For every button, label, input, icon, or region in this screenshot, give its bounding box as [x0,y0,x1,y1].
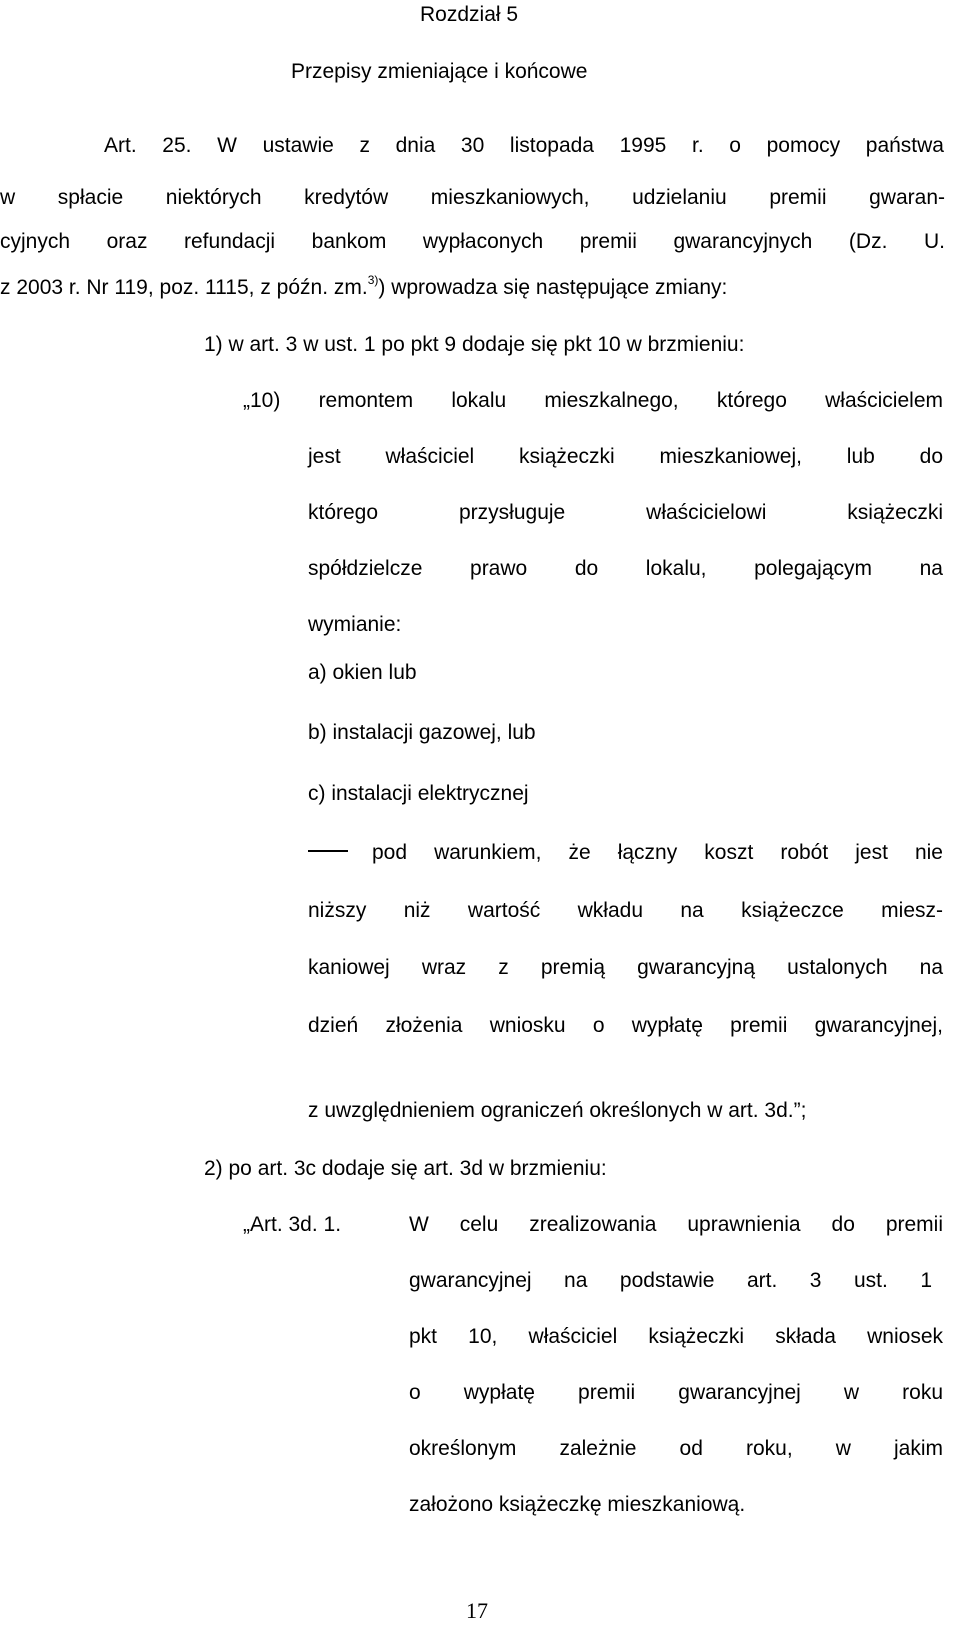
article-3d-line: pkt 10, właściciel książeczki składa wniosek [409,1325,943,1348]
article-3d-line: założono książeczkę mieszkaniową. [409,1493,746,1516]
point-1-intro: 1) w art. 3 w ust. 1 po pkt 9 dodaje się pkt 10 w brzmieniu: [204,333,745,356]
condition-line: niższy niż wartość wkładu na książeczce miesz- [308,899,943,922]
condition-text: pod warunkiem, że łączny koszt robót jest nie [372,841,943,864]
item-10-closing: z uwzględnieniem ograniczeń określonych w art. 3d.”; [308,1099,807,1122]
article-25-text: ) wprowadza się następujące zmiany: [378,276,728,299]
article-3d-line: gwarancyjnej na podstawie art. 3 ust. 1 [409,1269,932,1292]
condition-line: dzień złożenia wniosku o wypłatę premii gwarancyjnej, [308,1014,943,1037]
article-25-line: Art. 25. W ustawie z dnia 30 listopada 1995 r. o pomocy państwa [104,134,944,157]
sub-item-a: a) okien lub [308,661,417,684]
article-3d-line: W celu zrealizowania uprawnienia do premii [409,1213,943,1236]
item-10-line: jest właściciel książeczki mieszkaniowej, lub do [308,445,943,468]
dash-mark [308,850,348,852]
chapter-subheading: Przepisy zmieniające i końcowe [291,60,588,83]
condition-line: kaniowej wraz z premią gwarancyjną ustalonych na [308,956,943,979]
article-3d-line: określonym zależnie od roku, w jakim [409,1437,943,1460]
point-2-intro: 2) po art. 3c dodaje się art. 3d w brzmieniu: [204,1157,607,1180]
footnote-reference: 3) [367,273,379,287]
article-3d-label: „Art. 3d. 1. [243,1213,342,1236]
sub-item-b: b) instalacji gazowej, lub [308,721,536,744]
item-10-line: spółdzielcze prawo do lokalu, polegającym na [308,557,943,580]
article-25-text: z 2003 r. Nr 119, poz. 1115, z późn. zm. [0,276,368,299]
article-25-line: cyjnych oraz refundacji bankom wypłaconych premii gwarancyjnych (Dz. U. [0,230,945,253]
article-25-line: w spłacie niektórych kredytów mieszkaniowych, udzielaniu premii gwaran- [0,186,945,209]
sub-item-c: c) instalacji elektrycznej [308,782,529,805]
item-10-line: wymianie: [308,613,402,636]
article-3d-line: o wypłatę premii gwarancyjnej w roku [409,1381,943,1404]
article-25-line [0,275,727,301]
condition-line [308,840,943,866]
chapter-heading: Rozdział 5 [420,3,519,26]
item-10-line: którego przysługuje właścicielowi książeczki [308,501,943,524]
page-number: 17 [466,1598,488,1623]
item-10-line: „10) remontem lokalu mieszkalnego, którego właścicielem [243,389,943,412]
